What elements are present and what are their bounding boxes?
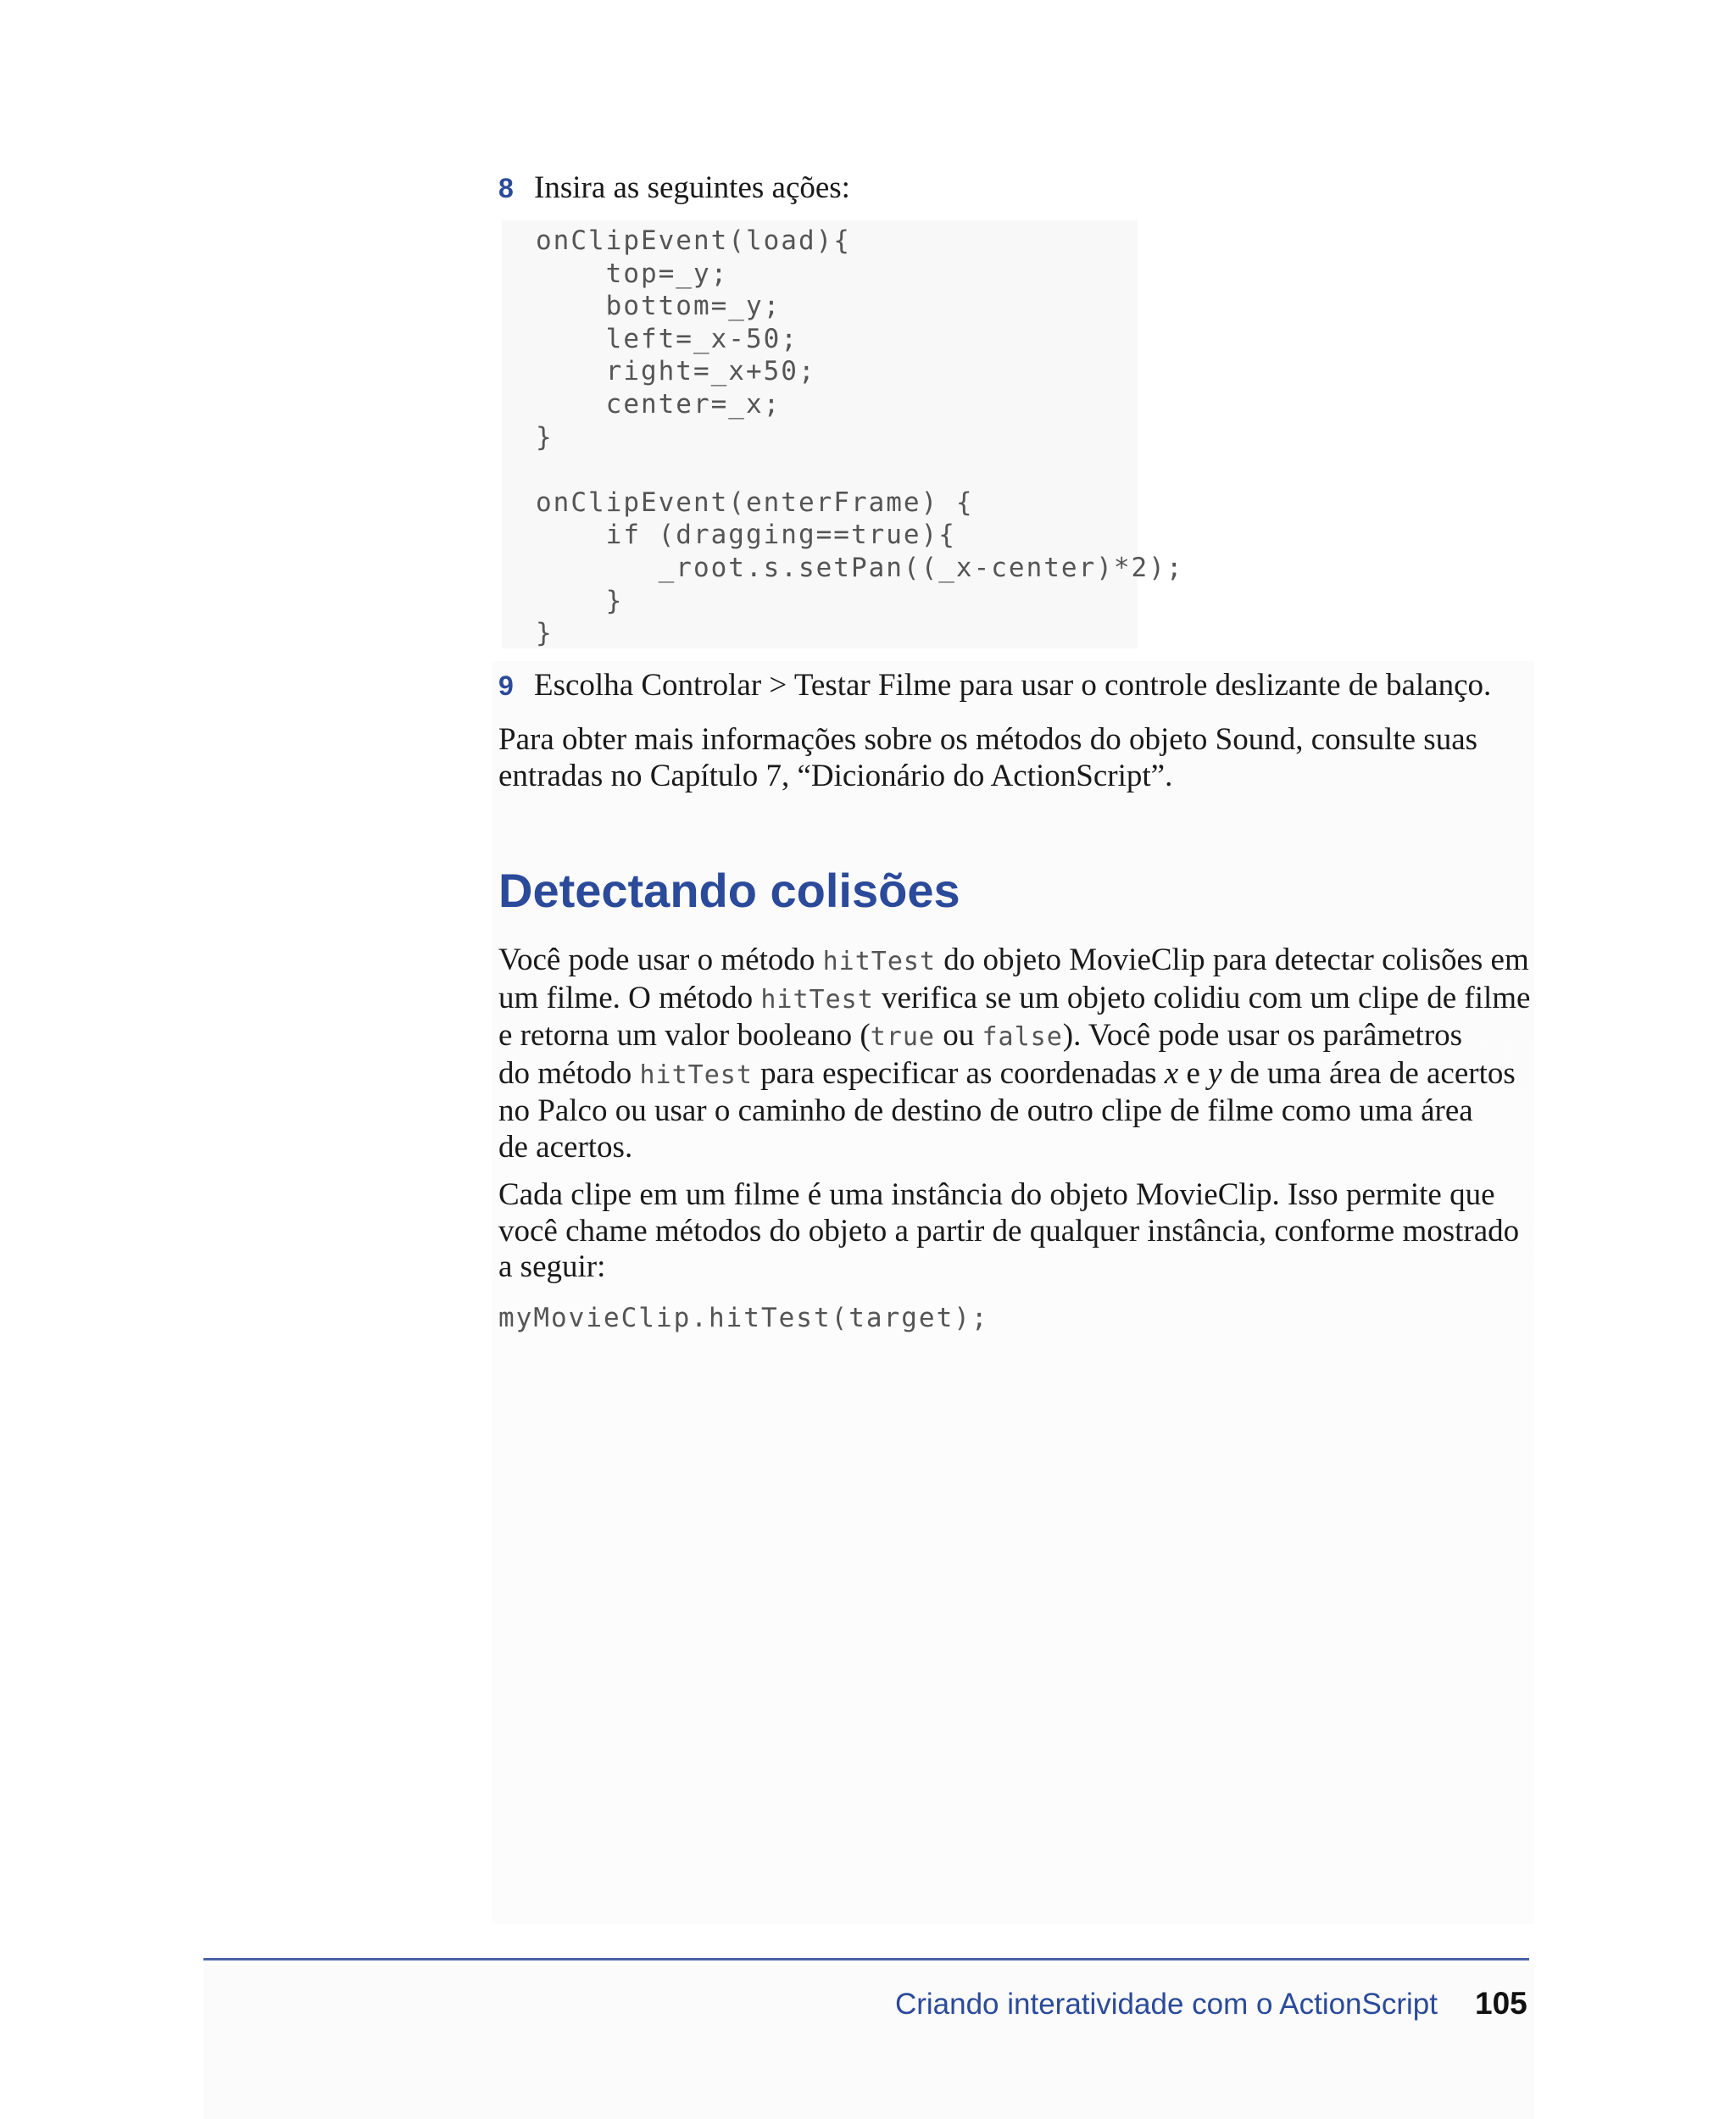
step-9 bbox=[498, 667, 1491, 704]
footer-chapter-title: Criando interatividade com o ActionScript bbox=[894, 1988, 1438, 2021]
page-number: 105 bbox=[1475, 1986, 1527, 2021]
step-text: Insira as seguintes ações: bbox=[534, 170, 850, 205]
footer-rule bbox=[203, 1958, 1529, 1960]
paragraph-line: a seguir: bbox=[498, 1249, 606, 1284]
paragraph-line: você chame métodos do objeto a partir de qualquer instância, conforme mostrado bbox=[498, 1213, 1520, 1249]
paragraph-line: Para obter mais informações sobre os métodos do objeto Sound, consulte suas bbox=[498, 722, 1478, 757]
page-shade bbox=[492, 661, 1534, 1924]
code-block-actions: onClipEvent(load){ top=_y; bottom=_y; left=_x-50; right=_x+50; center=_x; } onClipEvent(enterFrame) { if (dragging==true){ _root.s.setPan((_x-center)*2); } } bbox=[536, 225, 1184, 649]
paragraph-line: Você pode usar o método hitTest do objeto MovieClip para detectar colisões em bbox=[498, 943, 1529, 977]
step-number: 9 bbox=[498, 670, 514, 701]
inline-code: hitTest bbox=[822, 947, 937, 976]
inline-code: true bbox=[870, 1022, 935, 1052]
inline-code: hitTest bbox=[760, 984, 874, 1015]
paragraph-line: um filme. O método hitTest verifica se um objeto colidiu com um clipe de filme bbox=[498, 980, 1531, 1015]
paragraph-sound bbox=[498, 722, 1541, 794]
inline-code: false bbox=[982, 1022, 1063, 1052]
section-heading: Detectando colisões bbox=[498, 864, 960, 917]
inline-code: hitTest bbox=[639, 1060, 753, 1090]
step-text: Escolha Controlar > Testar Filme para usar o controle deslizante de balanço. bbox=[534, 668, 1492, 703]
paragraph-hittest bbox=[498, 943, 1541, 1165]
paragraph-line: no Palco ou usar o caminho de destino de outro clipe de filme como uma área bbox=[498, 1093, 1473, 1128]
paragraph-movieclip bbox=[498, 1177, 1541, 1286]
paragraph-line: Cada clipe em um filme é uma instância do objeto MovieClip. Isso permite que bbox=[498, 1177, 1495, 1212]
italic-x: x bbox=[1164, 1055, 1179, 1091]
paragraph-line: entradas no Capítulo 7, “Dicionário do ActionScript”. bbox=[498, 758, 1173, 793]
italic-y: y bbox=[1208, 1055, 1222, 1091]
step-number: 8 bbox=[498, 173, 514, 203]
code-line-hittest: myMovieClip.hitTest(target); bbox=[498, 1303, 989, 1333]
paragraph-line: e retorna um valor booleano (true ou false). Você pode usar os parâmetros bbox=[498, 1018, 1463, 1053]
paragraph-line: de acertos. bbox=[498, 1129, 633, 1165]
paragraph-line: do método hitTest para especificar as coordenadas x e y de uma área de acertos bbox=[498, 1055, 1516, 1091]
step-8 bbox=[498, 170, 850, 207]
